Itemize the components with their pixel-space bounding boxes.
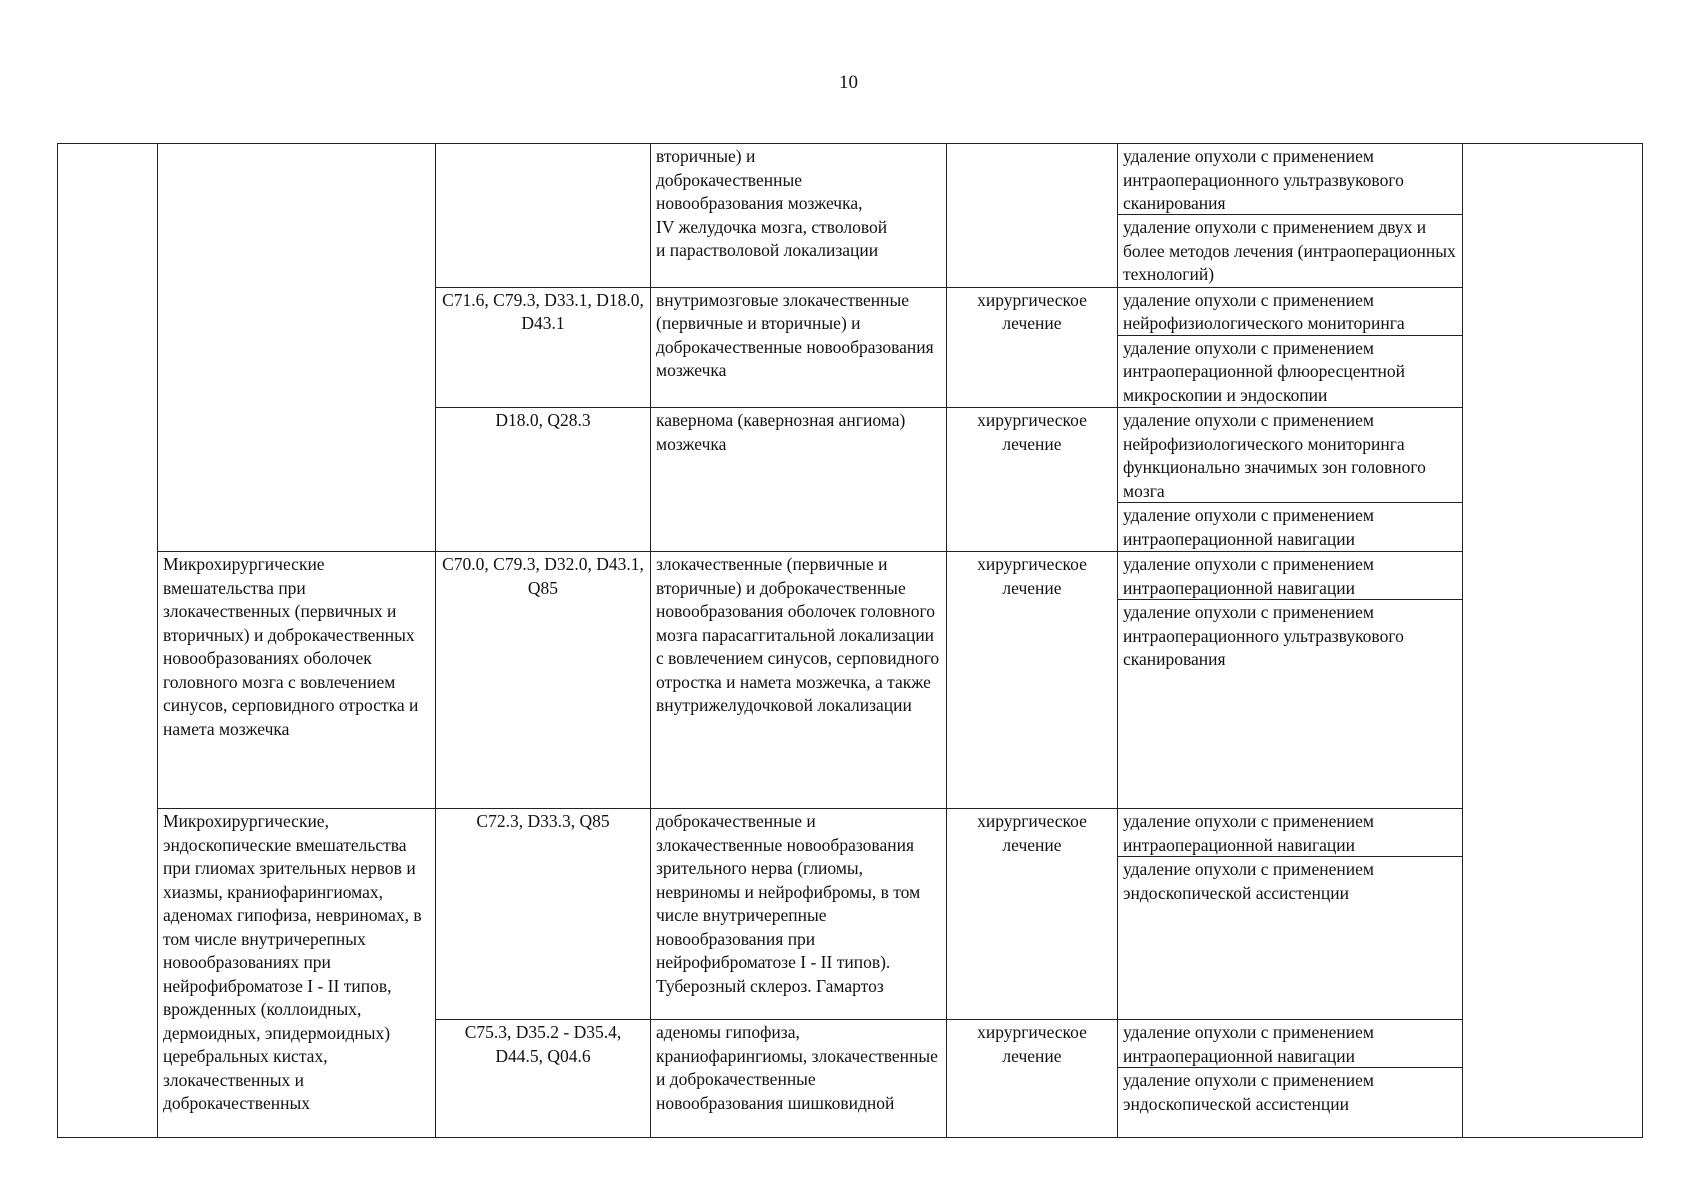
table-row	[58, 552, 1643, 809]
cell-description: вторичные) и доброкачественные новообразования мозжечка, IV желудочка мозга, стволовой и парастволовой локализации	[651, 144, 947, 288]
cell-codes: C70.0, C79.3, D32.0, D43.1, Q85	[436, 552, 651, 809]
table-row	[58, 809, 1643, 1020]
cell-methods	[1118, 408, 1463, 552]
cell-codes: C72.3, D33.3, Q85	[436, 809, 651, 1020]
cell-treatment-type	[947, 144, 1118, 288]
method-item: удаление опухоли с применением двух и более методов лечения (интраоперационных технологий)	[1118, 214, 1462, 287]
method-item: удаление опухоли с применением интраоперационной навигации	[1123, 811, 1374, 855]
cell-extra	[1463, 144, 1643, 1138]
cell-codes: C75.3, D35.2 - D35.4, D44.5, Q04.6	[436, 1020, 651, 1138]
cell-treatment-type: хирургическое лечение	[947, 408, 1118, 552]
method-item: удаление опухоли с применением нейрофизиологического мониторинга функционально значимых зон головного мозга	[1123, 410, 1426, 501]
method-item: удаление опухоли с применением интраоперационной навигации	[1118, 502, 1462, 551]
method-item: удаление опухоли с применением интраоперационной навигации	[1123, 554, 1374, 598]
cell-intervention: Микрохирургические вмешательства при злокачественных (первичных и вторичных) и доброкачественных новообразованиях оболочек головного мозга с вовлечением синусов, серповидного отростка и намета мозжечка	[158, 552, 436, 809]
cell-codes: D18.0, Q28.3	[436, 408, 651, 552]
cell-description: злокачественные (первичные и вторичные) и доброкачественные новообразования оболочек головного мозга парасаггитальной локализации с вовлечением синусов, серповидного отростка и намета мозжечка, а также внутрижелудочковой локализации	[651, 552, 947, 809]
cell-treatment-type: хирургическое лечение	[947, 552, 1118, 809]
cell-number	[58, 144, 158, 1138]
method-item: удаление опухоли с применением интраоперационного ультразвукового сканирования	[1118, 599, 1462, 672]
cell-treatment-type: хирургическое лечение	[947, 1020, 1118, 1138]
cell-intervention: Микрохирургические, эндоскопические вмешательства при глиомах зрительных нервов и хиазмы, краниофарингиомах, аденомах гипофиза, невриномах, в том числе внутричерепных новообразованиях при нейрофиброматозе I - II типов, врожденных (коллоидных, дермоидных, эпидермоидных) церебральных кистах, злокачественных и доброкачественных	[158, 809, 436, 1138]
cell-treatment-type: хирургическое лечение	[947, 287, 1118, 408]
method-item: удаление опухоли с применением эндоскопической ассистенции	[1118, 1067, 1462, 1116]
cell-methods	[1118, 1020, 1463, 1138]
method-item: удаление опухоли с применением интраоперационной флюоресцентной микроскопии и эндоскопии	[1118, 335, 1462, 408]
cell-treatment-type: хирургическое лечение	[947, 809, 1118, 1020]
cell-methods	[1118, 144, 1463, 288]
cell-codes: C71.6, C79.3, D33.1, D18.0, D43.1	[436, 287, 651, 408]
table-row	[58, 144, 1643, 288]
cell-methods	[1118, 287, 1463, 408]
cell-codes	[436, 144, 651, 288]
cell-methods	[1118, 552, 1463, 809]
page-number: 10	[839, 72, 858, 93]
method-item: удаление опухоли с применением интраоперационного ультразвукового сканирования	[1123, 146, 1404, 213]
cell-description: аденомы гипофиза, краниофарингиомы, злокачественные и доброкачественные новообразования шишковидной	[651, 1020, 947, 1138]
cell-description: внутримозговые злокачественные (первичные и вторичные) и доброкачественные новообразования мозжечка	[651, 287, 947, 408]
cell-description: кавернома (кавернозная ангиома) мозжечка	[651, 408, 947, 552]
cell-description: доброкачественные и злокачественные новообразования зрительного нерва (глиомы, невриномы и нейрофибромы, в том числе внутричерепные новообразования при нейрофиброматозе I - II типов). Туберозный склероз. Гамартоз	[651, 809, 947, 1020]
cell-methods	[1118, 809, 1463, 1020]
method-item: удаление опухоли с применением интраоперационной навигации	[1123, 1022, 1374, 1066]
cell-intervention	[158, 144, 436, 552]
medical-care-table	[57, 143, 1643, 1138]
method-item: удаление опухоли с применением нейрофизиологического мониторинга	[1123, 289, 1405, 333]
method-item: удаление опухоли с применением эндоскопической ассистенции	[1118, 856, 1462, 905]
